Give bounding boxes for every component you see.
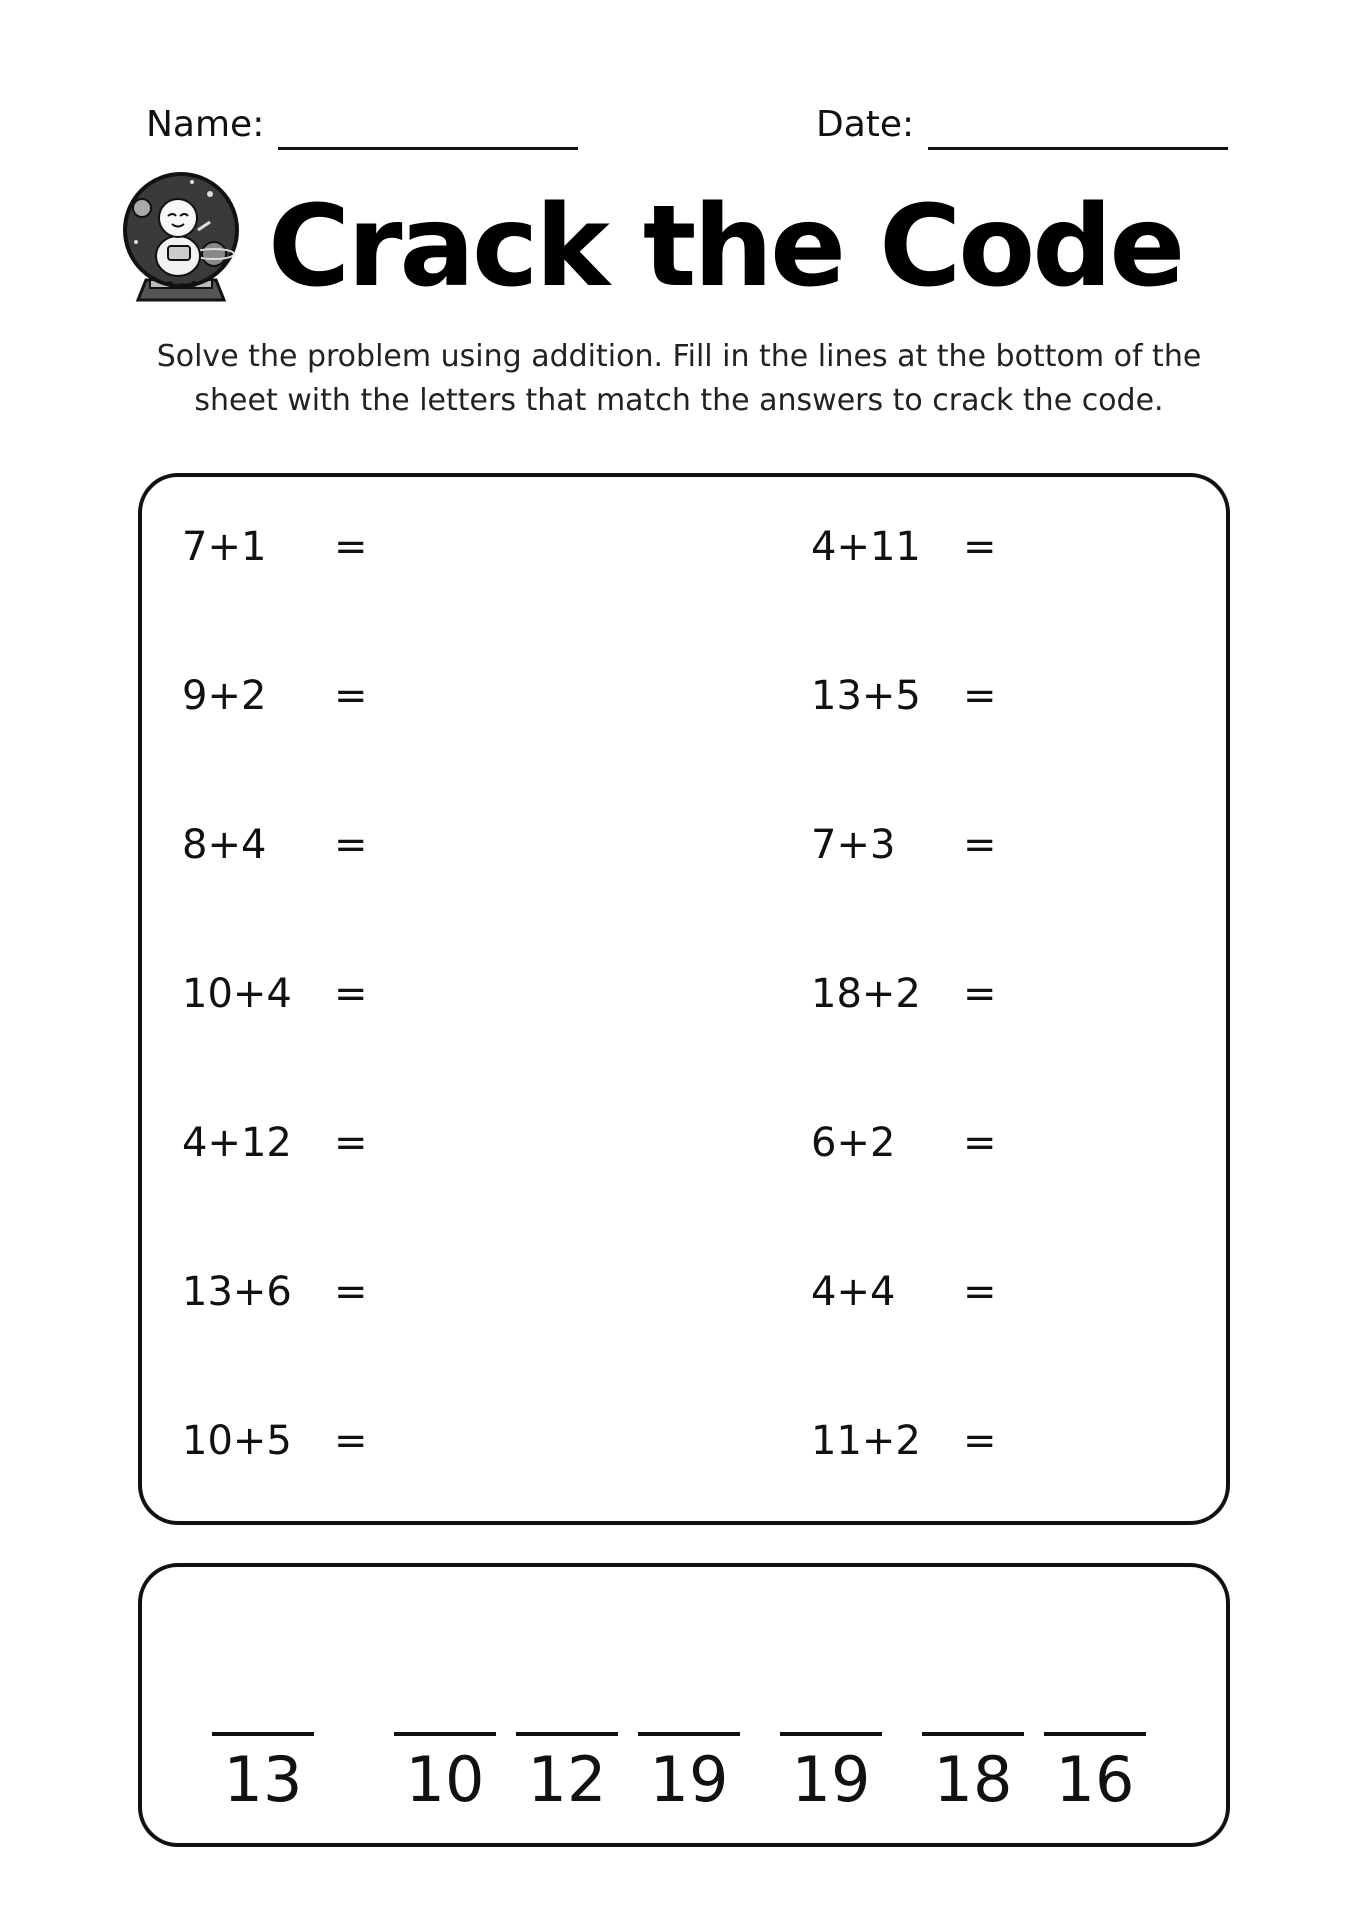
problem-row[interactable] [182, 666, 542, 726]
problem-expression: 4+12 [182, 1120, 292, 1166]
problem-expression: 18+2 [811, 971, 921, 1017]
code-number: 19 [791, 1743, 871, 1816]
problem-row[interactable] [182, 1262, 542, 1322]
equals-sign: = [963, 524, 997, 570]
code-slot[interactable] [1044, 1732, 1146, 1818]
problem-row[interactable] [811, 1411, 1171, 1471]
problem-expression: 4+11 [811, 524, 921, 570]
date-label: Date: [816, 104, 915, 145]
problem-row[interactable] [811, 815, 1171, 875]
equals-sign: = [334, 1269, 368, 1315]
problem-expression: 7+3 [811, 822, 896, 868]
problem-row[interactable] [811, 964, 1171, 1024]
code-number: 19 [649, 1743, 729, 1816]
problem-row[interactable] [182, 964, 542, 1024]
code-slot[interactable] [516, 1732, 618, 1818]
name-input-line[interactable] [278, 107, 578, 150]
problem-row[interactable] [811, 1262, 1171, 1322]
problem-row[interactable] [182, 815, 542, 875]
letter-blank-line[interactable] [922, 1732, 1024, 1736]
page-title: Crack the Code [268, 182, 1183, 312]
code-number: 18 [933, 1743, 1013, 1816]
equals-sign: = [334, 673, 368, 719]
problem-expression: 10+4 [182, 971, 292, 1017]
code-number: 10 [405, 1743, 485, 1816]
equals-sign: = [963, 673, 997, 719]
problem-expression: 7+1 [182, 524, 267, 570]
date-input-line[interactable] [928, 107, 1228, 150]
equals-sign: = [963, 1269, 997, 1315]
code-number: 12 [527, 1743, 607, 1816]
code-slot[interactable] [212, 1732, 314, 1818]
equals-sign: = [334, 524, 368, 570]
equals-sign: = [963, 1418, 997, 1464]
problem-expression: 6+2 [811, 1120, 896, 1166]
equals-sign: = [334, 1120, 368, 1166]
letter-blank-line[interactable] [1044, 1732, 1146, 1736]
equals-sign: = [334, 822, 368, 868]
problem-row[interactable] [182, 1113, 542, 1173]
code-number: 16 [1055, 1743, 1135, 1816]
equals-sign: = [963, 1120, 997, 1166]
date-field [816, 100, 1228, 150]
problem-expression: 10+5 [182, 1418, 292, 1464]
code-slot[interactable] [780, 1732, 882, 1818]
problem-expression: 13+5 [811, 673, 921, 719]
problem-row[interactable] [182, 517, 542, 577]
problems-panel [138, 473, 1230, 1525]
code-slot[interactable] [922, 1732, 1024, 1818]
code-panel [138, 1563, 1230, 1847]
equals-sign: = [963, 822, 997, 868]
code-slot[interactable] [638, 1732, 740, 1818]
problem-expression: 8+4 [182, 822, 267, 868]
letter-blank-line[interactable] [638, 1732, 740, 1736]
problem-expression: 11+2 [811, 1418, 921, 1464]
equals-sign: = [963, 971, 997, 1017]
instructions-text: Solve the problem using addition. Fill in the lines at the bottom of the sheet with the letters that match the answers to crack the code. [156, 339, 1202, 418]
problem-expression: 13+6 [182, 1269, 292, 1315]
letter-blank-line[interactable] [212, 1732, 314, 1736]
letter-blank-line[interactable] [516, 1732, 618, 1736]
astronaut-snow-globe-icon [112, 168, 250, 306]
code-number: 13 [223, 1743, 303, 1816]
problem-row[interactable] [811, 517, 1171, 577]
equals-sign: = [334, 1418, 368, 1464]
equals-sign: = [334, 971, 368, 1017]
code-slot[interactable] [394, 1732, 496, 1818]
problem-expression: 9+2 [182, 673, 267, 719]
name-label: Name: [146, 104, 265, 145]
problem-row[interactable] [182, 1411, 542, 1471]
letter-blank-line[interactable] [780, 1732, 882, 1736]
problem-expression: 4+4 [811, 1269, 896, 1315]
name-field [146, 100, 578, 150]
problem-row[interactable] [811, 666, 1171, 726]
letter-blank-line[interactable] [394, 1732, 496, 1736]
problem-row[interactable] [811, 1113, 1171, 1173]
